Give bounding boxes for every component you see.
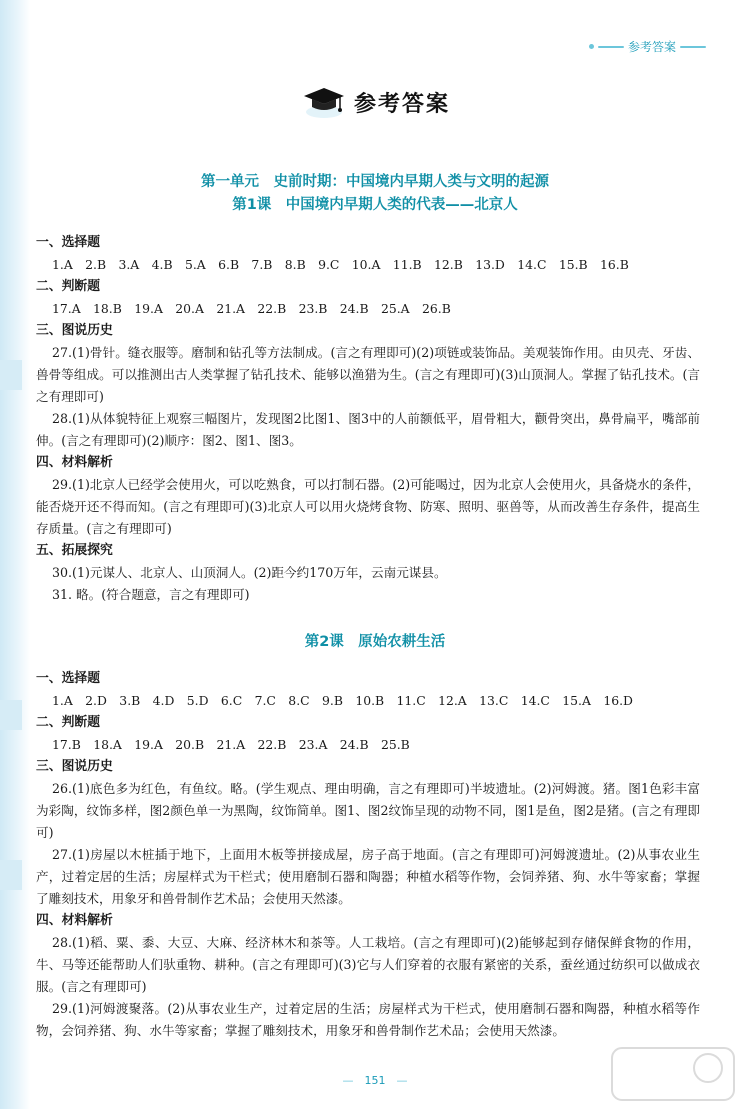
section-heading: 一、选择题 — [36, 671, 100, 686]
unit-title: 第一单元 史前时期：中国境内早期人类与文明的起源 — [201, 174, 549, 190]
page-number: — 151 — — [342, 1074, 408, 1087]
watermark-logo — [608, 1044, 738, 1104]
section-heading: 四、材料解析 — [36, 913, 113, 928]
choice-answers: 1.A 2.D 3.B 4.D 5.D 6.C 7.C 8.C 9.B 10.B 11.C 12.A 13.C 14.C 15.A 16.D — [52, 693, 633, 708]
section-heading: 四、材料解析 — [36, 455, 113, 470]
answer-paragraph: 26.(1)底色多为红色，有鱼纹。略。(学生观点、理由明确，言之有理即可)半坡遗址。(2)河姆渡。猪。图1色彩丰富为彩陶，纹饰多样，图2颜色单一为黑陶，纹饰简单。图1、图2纹饰呈现的动物不同，图1是鱼，图2是猪。(言之有理即可) — [36, 781, 700, 840]
tag-dot-icon — [589, 44, 594, 49]
lesson-2-title: 第2课 原始农耕生活 — [304, 634, 446, 650]
answer-paragraph: 29.(1)河姆渡聚落。(2)从事农业生产，过着定居的生活；房屋样式为干栏式，使用磨制石器和陶器，种植水稻等作物，会饲养猪、狗、水牛等家畜；掌握了雕刻技术，用象牙和兽骨制作艺术品；会使用天然漆。 — [36, 1001, 700, 1038]
answer-paragraph: 29.(1)北京人已经学会使用火，可以吃熟食，可以打制石器。(2)可能喝过，因为北京人会使用火，具备烧水的条件，能否烧开还不得而知。(言之有理即可)(3)北京人可以用火烧烤食物、防寒、照明、驱兽等，从而改善生存条件，提高生存质量。(言之有理即可) — [36, 477, 700, 536]
lesson-2-answers — [36, 668, 700, 1042]
answer-paragraph: 30.(1)元谋人、北京人、山顶洞人。(2)距今约170万年，云南元谋县。 — [52, 565, 447, 580]
header-tag-text: 参考答案 — [627, 40, 676, 54]
tag-line — [680, 46, 706, 48]
section-heading: 五、拓展探究 — [36, 543, 113, 558]
answer-paragraph: 31. 略。(符合题意，言之有理即可) — [52, 587, 250, 602]
main-title-text: 参考答案 — [354, 91, 451, 117]
choice-answers: 1.A 2.B 3.A 4.B 5.A 6.B 7.B 8.B 9.C 10.A 11.B 12.B 13.D 14.C 15.B 16.B — [52, 257, 629, 272]
tag-line — [598, 46, 624, 48]
section-heading: 二、判断题 — [36, 715, 100, 730]
header-tag — [589, 38, 706, 55]
strip-band — [0, 360, 22, 390]
graduation-cap-icon — [300, 82, 346, 122]
strip-band — [0, 860, 22, 890]
strip-band — [0, 700, 22, 730]
answer-paragraph: 27.(1)骨针。缝衣服等。磨制和钻孔等方法制成。(言之有理即可)(2)项链或装饰品。美观装饰作用。由贝壳、牙齿、兽骨等组成。可以推测出古人类掌握了钻孔技术、能够以渔猎为生。(言之有理即可)(3)山顶洞人。掌握了钻孔技术。(言之有理即可) — [36, 345, 700, 404]
answer-paragraph: 28.(1)从体貌特征上观察三幅图片，发现图2比图1、图3中的人前额低平，眉骨粗大，颧骨突出，鼻骨扁平，嘴部前伸。(言之有理即可)(2)顺序：图2、图1、图3。 — [36, 411, 700, 448]
lesson-1-title: 第1课 中国境内早期人类的代表——北京人 — [232, 197, 518, 213]
left-decorative-strip — [0, 0, 30, 1109]
judge-answers: 17.A 18.B 19.A 20.A 21.A 22.B 23.B 24.B 25.A 26.B — [52, 301, 451, 316]
answer-paragraph: 27.(1)房屋以木桩插于地下，上面用木板等拼接成屋，房子高于地面。(言之有理即可)河姆渡遗址。(2)从事农业生产，过着定居的生活；房屋样式为干栏式；使用磨制石器和陶器；种植水稻等作物，会饲养猪、狗、水牛等家畜；掌握了雕刻技术，用象牙和兽骨制作艺术品；会使用天然漆。 — [36, 847, 700, 906]
section-heading: 一、选择题 — [36, 235, 100, 250]
section-heading: 三、图说历史 — [36, 323, 113, 338]
page-title — [300, 82, 450, 122]
page-number-text: 151 — [364, 1074, 386, 1087]
section-heading: 二、判断题 — [36, 279, 100, 294]
answer-paragraph: 28.(1)稻、粟、黍、大豆、大麻、经济林木和茶等。人工栽培。(言之有理即可)(2)能够起到存储保鲜食物的作用，牛、马等还能帮助人们驮重物、耕种。(言之有理即可)(3)它与人们穿着的衣服有紧密的关系，蚕丝通过纺织可以做成衣服。(言之有理即可) — [36, 935, 700, 994]
lesson-1-answers — [36, 232, 700, 606]
section-heading: 三、图说历史 — [36, 759, 113, 774]
judge-answers: 17.B 18.A 19.A 20.B 21.A 22.B 23.A 24.B 25.B — [52, 737, 410, 752]
